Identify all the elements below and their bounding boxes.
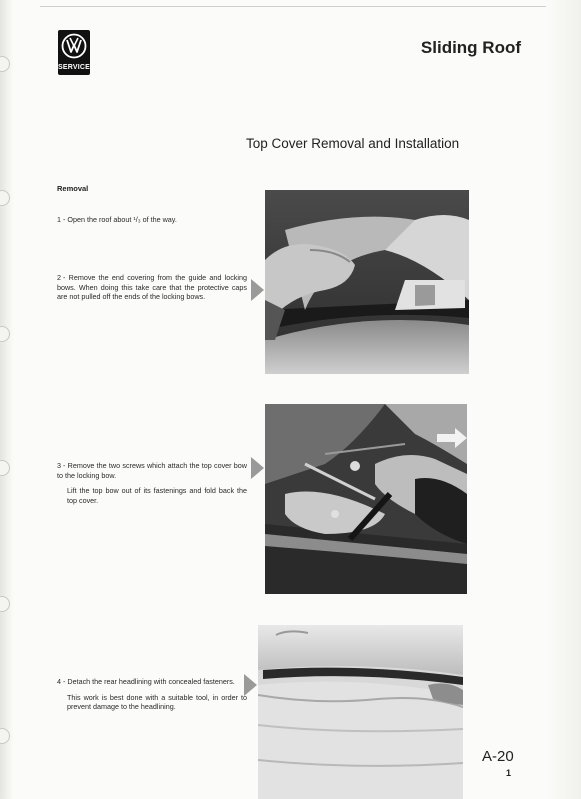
photo-roof-opening xyxy=(265,190,469,374)
step-3 xyxy=(57,461,247,505)
page-code: A-20 xyxy=(482,748,514,765)
removal-heading: Removal xyxy=(57,184,89,193)
page-right-edge xyxy=(547,0,581,799)
pointer-arrow-icon xyxy=(251,279,264,301)
step-note: Lift the top bow out of its fastenings and fold back the top cover. xyxy=(67,486,247,505)
page-binding-edge xyxy=(0,0,14,799)
vw-emblem-icon xyxy=(61,33,87,59)
logo-label: SERVICE xyxy=(58,64,91,71)
step-number: 2 - xyxy=(57,273,66,282)
pointer-arrow-icon xyxy=(251,457,264,479)
step-number: 3 - xyxy=(57,461,66,470)
section-title: Top Cover Removal and Installation xyxy=(246,136,460,151)
photo-top-cover-bow xyxy=(265,404,467,594)
pointer-arrow-icon xyxy=(244,674,257,696)
sheet-number: 1 xyxy=(506,768,512,778)
step-number: 4 - xyxy=(57,677,66,686)
photo-rear-headlining xyxy=(258,625,463,799)
step-4 xyxy=(57,677,247,712)
step-number: 1 - xyxy=(57,215,66,224)
top-rule xyxy=(40,6,546,7)
step-1 xyxy=(57,215,247,225)
step-text: Remove the end covering from the guide and locking bows. When doing this take care that the protective caps are not pulled off the ends of the locking bows. xyxy=(57,273,247,302)
manual-chapter-title: Sliding Roof xyxy=(420,38,521,57)
vw-service-logo xyxy=(58,30,90,75)
step-note: This work is best done with a suitable tool, in order to prevent damage to the headlining. xyxy=(67,692,247,712)
step-text: Open the roof about ¹/₃ of the way. xyxy=(67,215,177,224)
step-2 xyxy=(57,273,247,302)
step-text: Remove the two screws which attach the top cover bow to the locking bow. xyxy=(57,461,247,480)
step-text: Detach the rear headlining with concealed fasteners. xyxy=(67,677,235,686)
